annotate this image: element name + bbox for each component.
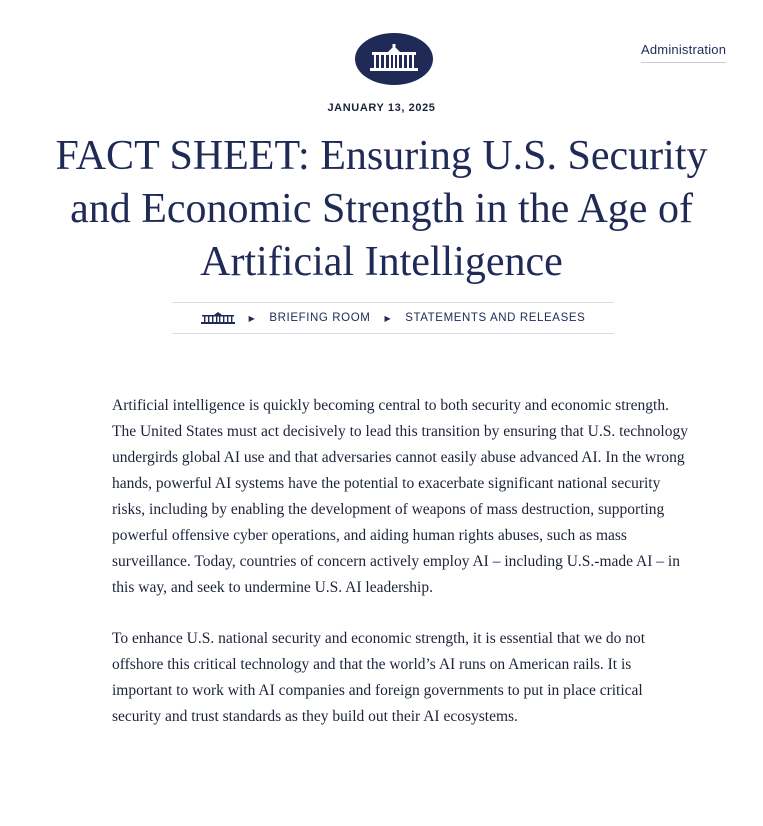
white-house-building-icon[interactable] <box>201 312 235 324</box>
administration-link[interactable]: Administration <box>641 42 726 63</box>
title-line: and Economic Strength in the Age of <box>70 186 693 232</box>
title-line: FACT SHEET: Ensuring U.S. Security <box>55 133 708 179</box>
breadcrumb <box>172 302 614 334</box>
caret-right-icon: ▶ <box>248 313 256 323</box>
title-line: Artificial Intelligence <box>200 239 563 285</box>
breadcrumb-briefing-room[interactable]: BRIEFING ROOM <box>269 312 371 324</box>
paragraph: To enhance U.S. national security and economic strength, it is essential that we do not offshore this critical technology and that the world’s AI runs on American rails. It is important to work with AI companies and foreign governments to put in place critical security and trust standards as they build out their AI ecosystems. <box>112 630 646 725</box>
paragraph: Artificial intelligence is quickly becoming central to both security and economic strength. The United States must act decisively to lead this transition by ensuring that U.S. technology undergirds global AI use and that adversaries cannot easily abuse advanced AI. In the wrong hands, powerful AI systems have the potential to exacerbate significant national security risks, including by enabling the development of weapons of mass destruction, supporting powerful offensive cyber operations, and aiding human rights abuses, such as mass surveillance. Today, countries of concern actively employ AI – including U.S.-made AI – in this way, and seek to undermine U.S. AI leadership. <box>112 397 688 596</box>
caret-right-icon: ▶ <box>384 313 392 323</box>
publish-date: JANUARY 13, 2025 <box>327 102 436 114</box>
page-title <box>0 130 763 289</box>
breadcrumb-statements-and-releases[interactable]: STATEMENTS AND RELEASES <box>405 312 586 324</box>
article-body <box>112 393 692 755</box>
white-house-logo-icon[interactable] <box>355 33 433 85</box>
